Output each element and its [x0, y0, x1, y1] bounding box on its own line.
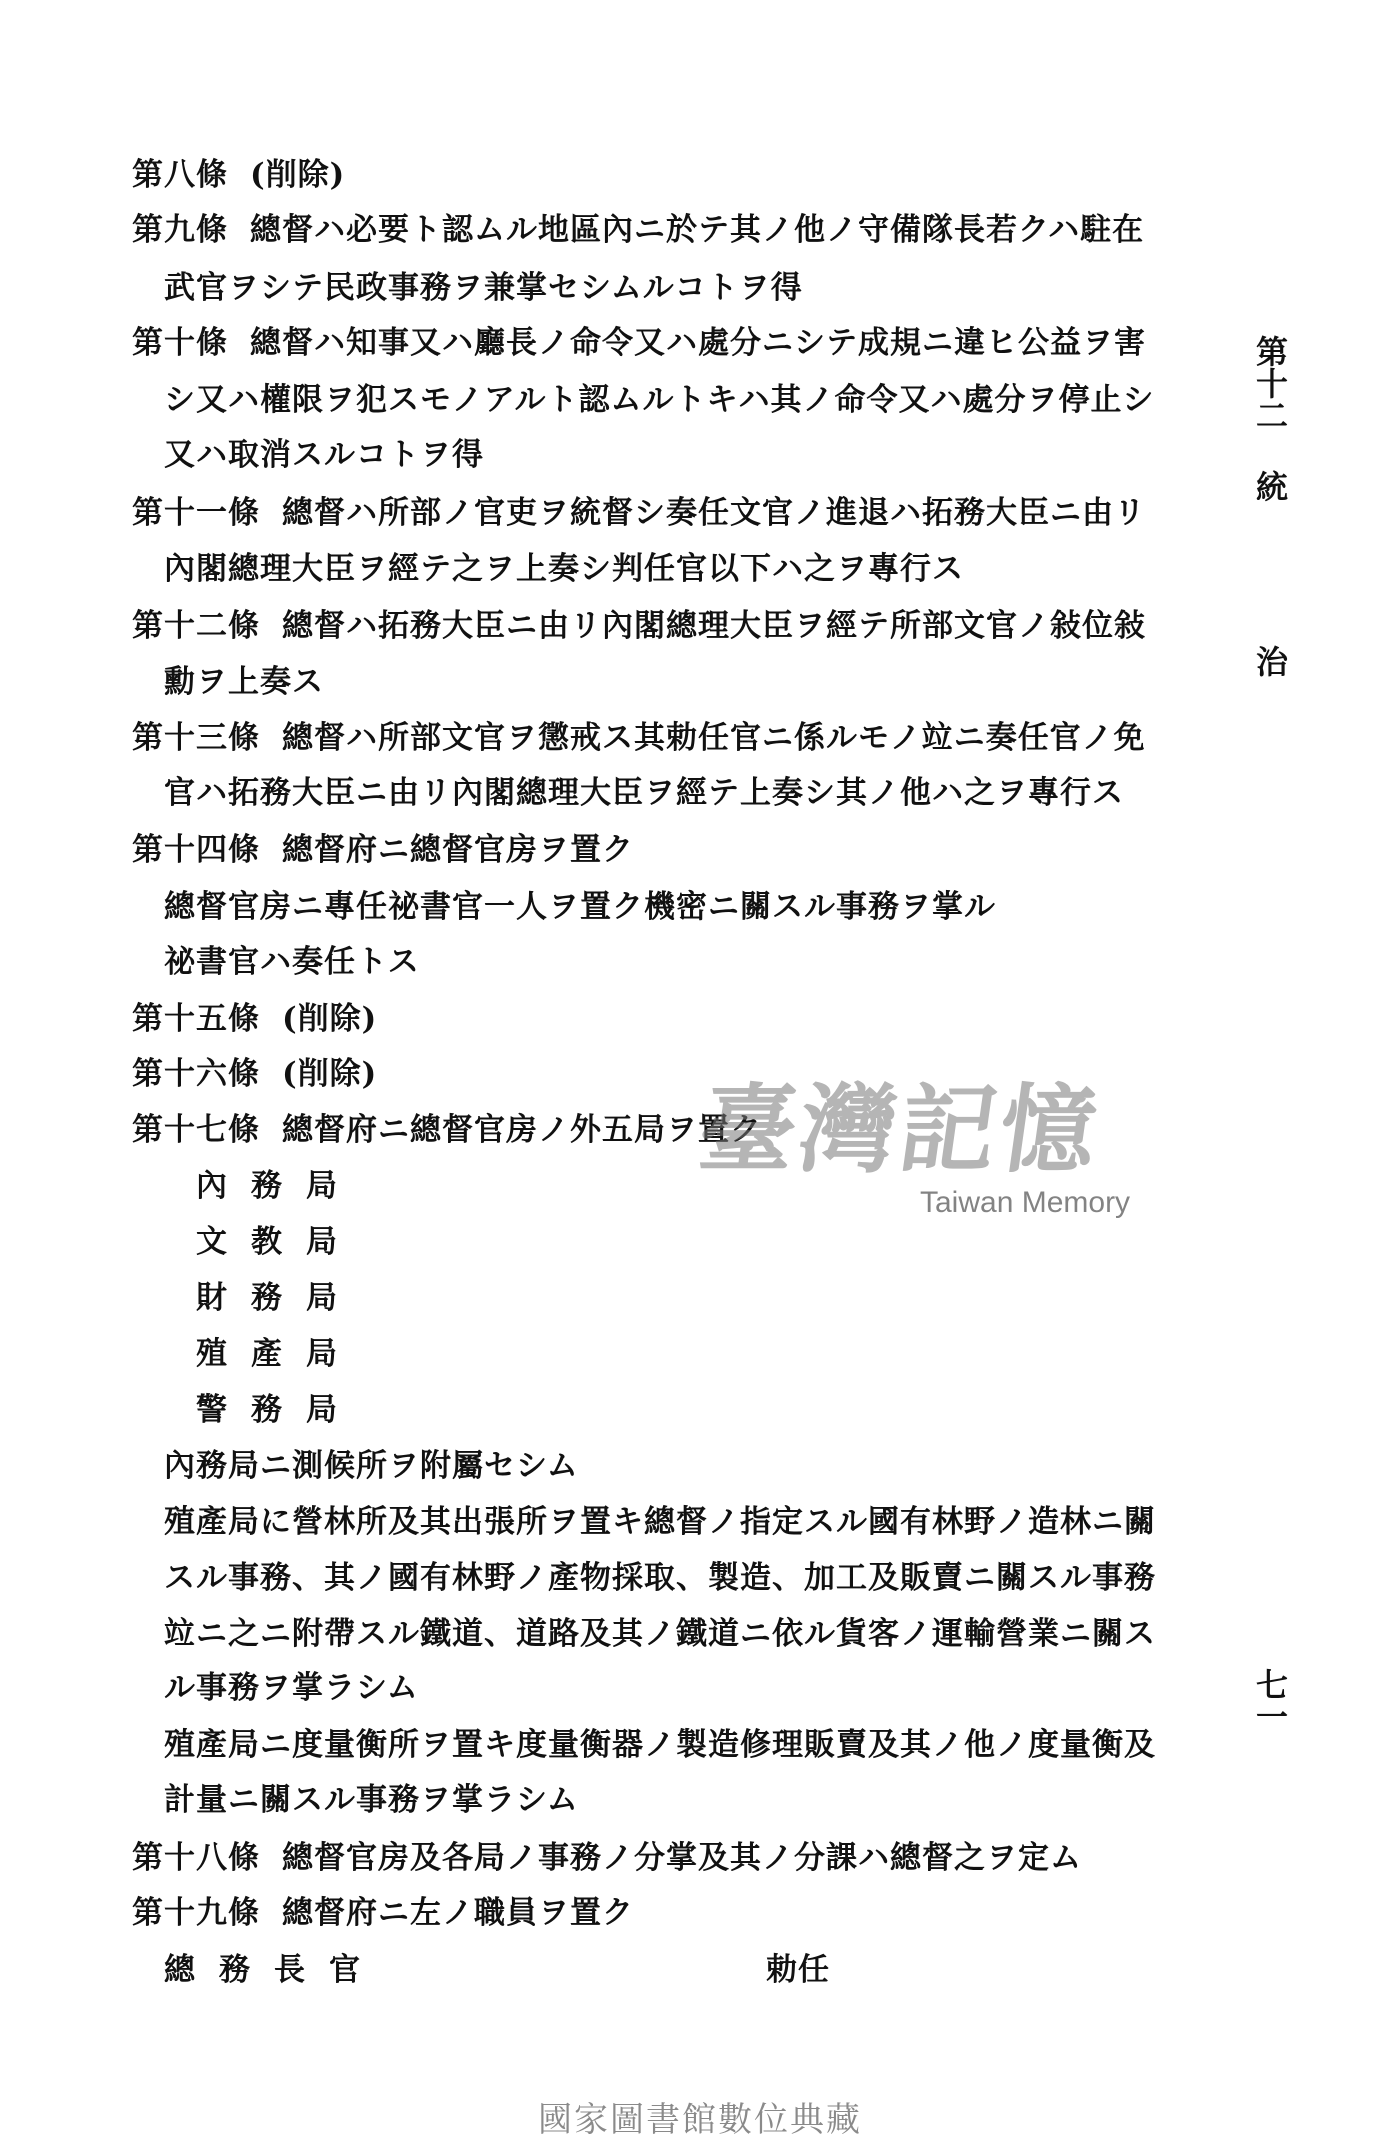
- article-17-para-2-line-4: ル事務ヲ掌ラシム: [164, 1670, 419, 1706]
- article-14-line-2: 總督官房ニ專任祕書官一人ヲ置ク機密ニ關スル事務ヲ掌ル: [164, 889, 996, 925]
- bureau-industry: 殖產局: [196, 1336, 361, 1372]
- article-17-para-1: 內務局ニ測候所ヲ附屬セシム: [164, 1448, 579, 1484]
- article-15-text: (削除): [282, 1001, 378, 1037]
- article-13-number: 第十三條: [132, 720, 260, 756]
- article-11-line-1: 總督ハ所部ノ官吏ヲ統督シ奏任文官ノ進退ハ拓務大臣ニ由リ: [282, 495, 1146, 531]
- bureau-finance: 財務局: [196, 1280, 361, 1316]
- article-8-text: (削除): [250, 157, 346, 193]
- footer-collection-credit: 國家圖書館數位典藏: [538, 2100, 862, 2140]
- article-17-para-2-line-3: 竝ニ之ニ附帶スル鐵道、道路及其ノ鐵道ニ依ル貨客ノ運輸營業ニ關ス: [164, 1616, 1156, 1652]
- page-number: 七一: [1251, 1668, 1289, 1732]
- article-10: [132, 323, 1146, 363]
- article-12-number: 第十二條: [132, 608, 260, 644]
- article-12-line-2: 勳ヲ上奏ス: [164, 664, 324, 700]
- running-head-chapter: 第十二: [1251, 335, 1289, 431]
- article-11-number: 第十一條: [132, 495, 260, 531]
- article-10-line-2: シ又ハ權限ヲ犯スモノアルト認ムルトキハ其ノ命令又ハ處分ヲ停止シ: [164, 382, 1155, 418]
- watermark-english-text: Taiwan Memory: [920, 1186, 1131, 1219]
- article-19-number: 第十九條: [132, 1895, 260, 1931]
- article-17: [132, 1110, 762, 1150]
- article-12-line-1: 總督ハ拓務大臣ニ由リ內閣總理大臣ヲ經テ所部文官ノ敍位敍: [282, 608, 1146, 644]
- article-9-line-1: 總督ハ必要ト認ムル地區內ニ於テ其ノ他ノ守備隊長若クハ駐在: [250, 212, 1145, 248]
- article-16: [132, 1054, 377, 1094]
- office-rank-chokunin: 勅任: [766, 1952, 830, 1988]
- article-14: [132, 830, 634, 870]
- bureau-police: 警務局: [196, 1392, 361, 1428]
- article-14-number: 第十四條: [132, 832, 260, 868]
- article-10-number: 第十條: [132, 325, 228, 361]
- article-10-line-3: 又ハ取消スルコトヲ得: [164, 437, 484, 473]
- article-17-line-1: 總督府ニ總督官房ノ外五局ヲ置ク: [282, 1112, 762, 1148]
- article-18-number: 第十八條: [132, 1840, 260, 1876]
- running-head-title: 統: [1251, 470, 1289, 502]
- office-general-affairs-director: 總務長官: [164, 1952, 384, 1988]
- watermark-cjk-text: 臺灣記憶: [692, 1073, 1109, 1186]
- article-9-line-2: 武官ヲシテ民政事務ヲ兼掌セシムルコトヲ得: [164, 270, 803, 306]
- article-10-line-1: 總督ハ知事又ハ廳長ノ命令又ハ處分ニシテ成規ニ違ヒ公益ヲ害: [250, 325, 1146, 361]
- article-11-line-2: 內閣總理大臣ヲ經テ之ヲ上奏シ判任官以下ハ之ヲ專行ス: [164, 551, 964, 587]
- bureau-internal-affairs: 內務局: [196, 1168, 361, 1204]
- article-13-line-2: 官ハ拓務大臣ニ由リ內閣總理大臣ヲ經テ上奏シ其ノ他ハ之ヲ專行ス: [164, 775, 1124, 811]
- article-19-line-1: 總督府ニ左ノ職員ヲ置ク: [282, 1895, 634, 1931]
- article-17-para-3-line-1: 殖產局ニ度量衡所ヲ置キ度量衡器ノ製造修理販賣及其ノ他ノ度量衡及: [164, 1727, 1156, 1763]
- bureau-education: 文教局: [196, 1224, 361, 1260]
- article-17-para-2-line-2: スル事務、其ノ國有林野ノ產物採取、製造、加工及販賣ニ關スル事務: [164, 1560, 1156, 1596]
- article-13: [132, 718, 1146, 758]
- running-head-title-2: 治: [1251, 645, 1289, 677]
- article-16-number: 第十六條: [132, 1056, 260, 1092]
- article-11: [132, 493, 1146, 533]
- article-15: [132, 999, 377, 1039]
- article-18: [132, 1838, 1082, 1878]
- taiwan-memory-watermark: [692, 1073, 1160, 1221]
- article-17-para-2-line-1: 殖產局に營林所及其出張所ヲ置キ總督ノ指定スル國有林野ノ造林ニ關: [164, 1504, 1156, 1540]
- article-17-para-3-line-2: 計量ニ關スル事務ヲ掌ラシム: [164, 1782, 579, 1818]
- article-13-line-1: 總督ハ所部文官ヲ懲戒ス其勅任官ニ係ルモノ竝ニ奏任官ノ免: [282, 720, 1146, 756]
- article-14-line-1: 總督府ニ總督官房ヲ置ク: [282, 832, 634, 868]
- article-19: [132, 1893, 634, 1933]
- article-16-text: (削除): [282, 1056, 378, 1092]
- article-18-text: 總督官房及各局ノ事務ノ分掌及其ノ分課ハ總督之ヲ定ム: [282, 1840, 1082, 1876]
- article-14-line-3: 祕書官ハ奏任トス: [164, 944, 420, 980]
- article-15-number: 第十五條: [132, 1001, 260, 1037]
- article-8: [132, 155, 345, 195]
- article-9-number: 第九條: [132, 212, 228, 248]
- article-9: [132, 210, 1144, 250]
- article-17-number: 第十七條: [132, 1112, 260, 1148]
- article-12: [132, 606, 1146, 646]
- article-8-number: 第八條: [132, 157, 228, 193]
